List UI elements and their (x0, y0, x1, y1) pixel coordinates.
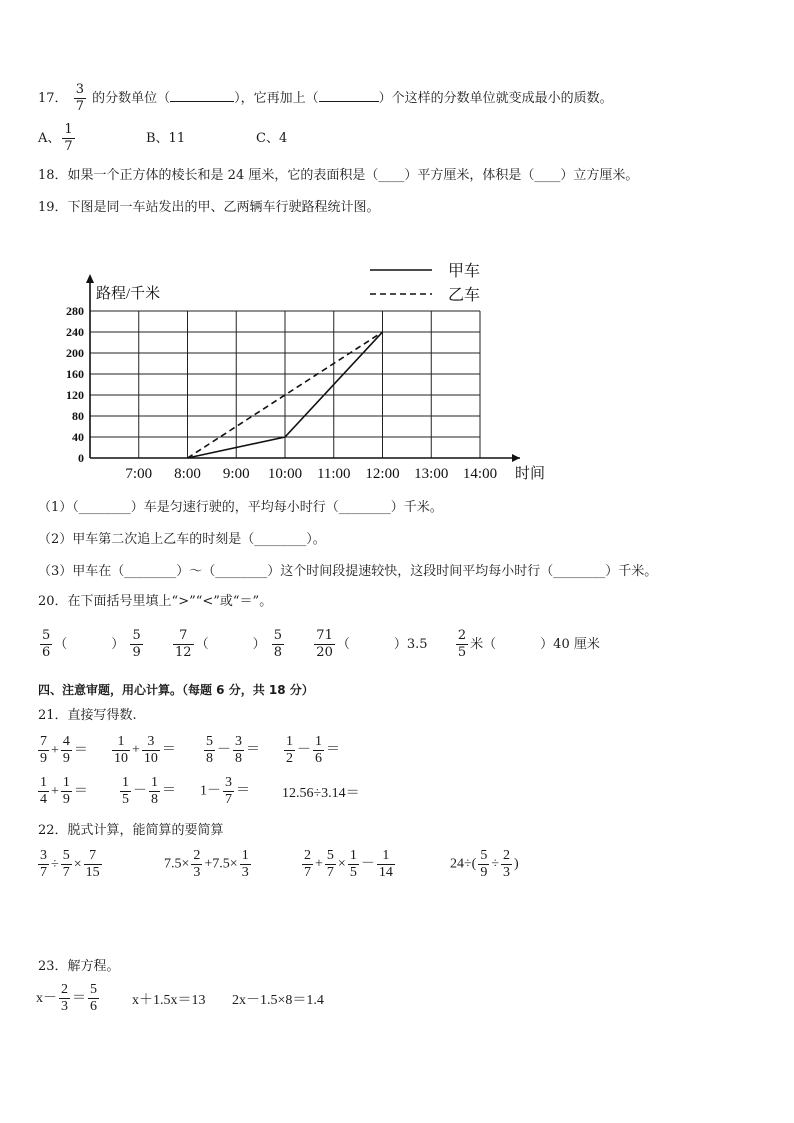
q22-calc-3: $\frac{2}{7}$ + $\frac{5}{7}$ × $\frac{1}{5}$ － $\frac{1}{14}$ (304, 848, 393, 880)
x-tick-label: 7:00 (125, 466, 153, 482)
q21-expr-1: $\frac{7}{9}$ + $\frac{4}{9}$ ＝ (40, 734, 88, 766)
q19-part-3: （3）甲车在（________）～（________）这个时间段提速较快，这段时间平均每小时行（________）千米。 (38, 564, 658, 579)
q21-row-1 (36, 734, 340, 767)
y-axis-arrow (86, 274, 94, 283)
y-tick-label: 0 (78, 451, 84, 465)
q19-part-2: （2）甲车第二次追上乙车的时刻是（________）。 (38, 532, 326, 547)
q23-equation-3: 2x－1.5×8＝1.4 (232, 993, 324, 1008)
q17-options (38, 122, 288, 155)
legend-label-2: 乙车 (448, 287, 481, 304)
x-axis-label: 时间 (514, 466, 546, 482)
q21-expr-4: $\frac{1}{2}$ － $\frac{1}{6}$ ＝ (286, 734, 340, 766)
q20-line: 20．在下面括号里填上“>”“<”或“＝”。 (38, 594, 273, 609)
x-tick-label: 13:00 (414, 466, 449, 482)
q22-row (36, 848, 519, 881)
q20-blank-1[interactable] (67, 636, 111, 648)
x-axis-arrow (512, 454, 520, 462)
x-tick-label: 8:00 (174, 466, 201, 482)
y-tick-label: 160 (66, 367, 84, 381)
q19-chart (66, 250, 590, 490)
q20-frac-f: $\frac{2}{5}$ (457, 628, 467, 660)
q17-option-b[interactable]: B、11 (146, 131, 186, 146)
q19-part-1: （1）（________）车是匀速行驶的，平均每小时行（________）千米。 (38, 500, 443, 515)
q21-line: 21．直接写得数. (38, 708, 137, 723)
q21-row-2 (36, 775, 360, 808)
x-tick-label: 9:00 (222, 466, 250, 482)
q17-option-c[interactable]: C、4 (256, 131, 288, 146)
q22-calc-2: 7.5× $\frac{2}{3}$ +7.5× $\frac{1}{3}$ (164, 848, 249, 880)
x-tick-label: 12:00 (365, 466, 400, 482)
q21-expr-5: $\frac{1}{4}$ + $\frac{1}{9}$ ＝ (40, 775, 88, 807)
y-tick-label: 120 (66, 388, 84, 402)
q20-frac-a: $\frac{5}{6}$ (42, 628, 51, 660)
q22-calc-4: 24÷( $\frac{5}{9}$ ÷ $\frac{2}{3}$ ) (450, 848, 519, 880)
y-tick-label: 280 (66, 304, 84, 318)
y-tick-label: 80 (72, 409, 84, 423)
q20-blank-3[interactable] (350, 636, 394, 648)
q21-expr-3: $\frac{5}{8}$ － $\frac{3}{8}$ ＝ (206, 734, 260, 766)
q20-frac-c: $\frac{7}{12}$ (175, 628, 192, 660)
q23-equation-2: x＋1.5x＝13 (132, 993, 206, 1008)
q20-blank-2[interactable] (209, 636, 253, 648)
y-tick-label: 240 (66, 325, 84, 339)
q19-intro: 19．下图是同一车站发出的甲、乙两辆车行驶路程统计图。 (38, 200, 380, 215)
q17-line: 17． $\frac{3}{7}$ 的分数单位（ ），它再加上（ ）个这样的分数单位就变成最小的质数。 (38, 82, 613, 114)
y-tick-label: 40 (72, 430, 84, 444)
q17-blank-2[interactable] (319, 89, 379, 102)
legend-label-1: 甲车 (448, 263, 481, 280)
x-tick-label: 11:00 (316, 466, 351, 482)
q22-calc-1: $\frac{3}{7}$ ÷ $\frac{5}{7}$ × $\frac{7}{15}$ (40, 848, 100, 880)
q23-equation-1: x－ $\frac{2}{3}$ ＝ $\frac{5}{6}$ (36, 982, 97, 1014)
q17-blank-1[interactable] (170, 89, 234, 102)
q20-frac-b: $\frac{5}{9}$ (132, 628, 141, 660)
q22-line: 22．脱式计算，能简算的要简算 (38, 823, 224, 838)
y-axis-label: 路程/千米 (96, 286, 161, 302)
x-tick-label: 10:00 (267, 466, 303, 482)
q23-line: 23．解方程。 (38, 959, 120, 974)
q17-number: 17． (38, 91, 68, 106)
q17-fraction: $\frac{3}{7}$ (75, 82, 84, 114)
q20-blank-4[interactable] (496, 636, 540, 648)
x-tick-label: 14:00 (462, 466, 498, 482)
q20-comparisons: $\frac{5}{6}$ （ ） $\frac{5}{9}$ $\frac{7}{12}$ （ ） $\frac{5}{8}$ $\frac{71}{20}$ （ ）3.5 $\frac{2}{5}$ 米（ ）40 厘米 (42, 628, 600, 660)
q18-line: 18．如果一个正方体的棱长和是 24 厘米，它的表面积是（____）平方厘米，体积是（____）立方厘米。 (38, 168, 639, 183)
section-4-title: 四、注意审题，用心计算。（每题 6 分，共 18 分） (38, 683, 314, 697)
q23-row (36, 982, 324, 1015)
y-tick-label: 200 (66, 346, 84, 360)
q17-option-a[interactable]: A、 $\frac{1}{7}$ (38, 122, 73, 154)
q20-frac-e: $\frac{71}{20}$ (316, 628, 333, 660)
q20-frac-d: $\frac{5}{8}$ (273, 628, 283, 660)
q21-expr-7: 1－ $\frac{3}{7}$ ＝ (200, 775, 250, 807)
q21-expr-6: $\frac{1}{5}$ － $\frac{1}{8}$ ＝ (122, 775, 176, 807)
q21-expr-2: $\frac{1}{10}$ + $\frac{3}{10}$ ＝ (114, 734, 176, 766)
q21-expr-8: 12.56÷3.14＝ (282, 786, 360, 801)
